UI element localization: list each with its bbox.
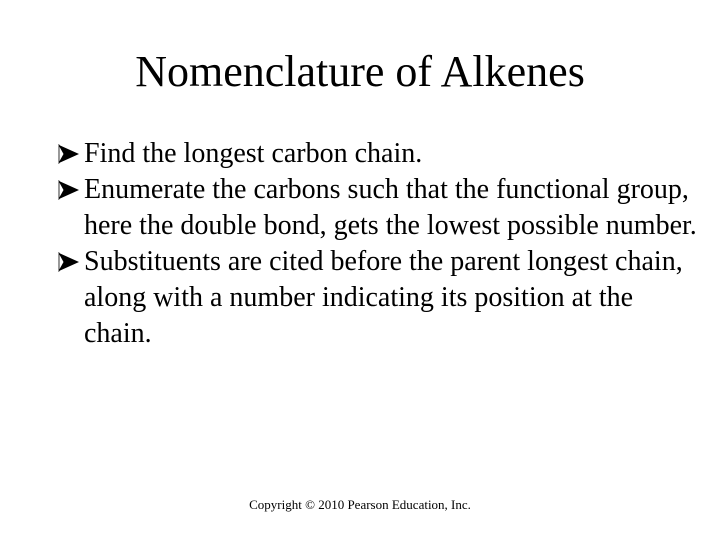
bullet-item-longest-chain	[58, 136, 698, 172]
arrow-bullet-icon	[58, 136, 82, 172]
bullet-text: Find the longest carbon chain.	[84, 138, 423, 169]
arrow-bullet-icon	[58, 244, 82, 280]
bullet-text: Enumerate the carbons such that the functional group, here the double bond, gets the lowest possible number.	[84, 174, 697, 241]
bullet-list	[58, 136, 698, 352]
arrow-bullet-icon	[58, 172, 82, 208]
slide-title: Nomenclature of Alkenes	[135, 47, 585, 96]
copyright-notice: Copyright © 2010 Pearson Education, Inc.	[249, 497, 471, 512]
bullet-text: Substituents are cited before the parent longest chain, along with a number indicating its position at the chain.	[84, 246, 683, 349]
bullet-item-substituents	[58, 244, 698, 352]
bullet-item-enumerate-carbons	[58, 172, 698, 244]
